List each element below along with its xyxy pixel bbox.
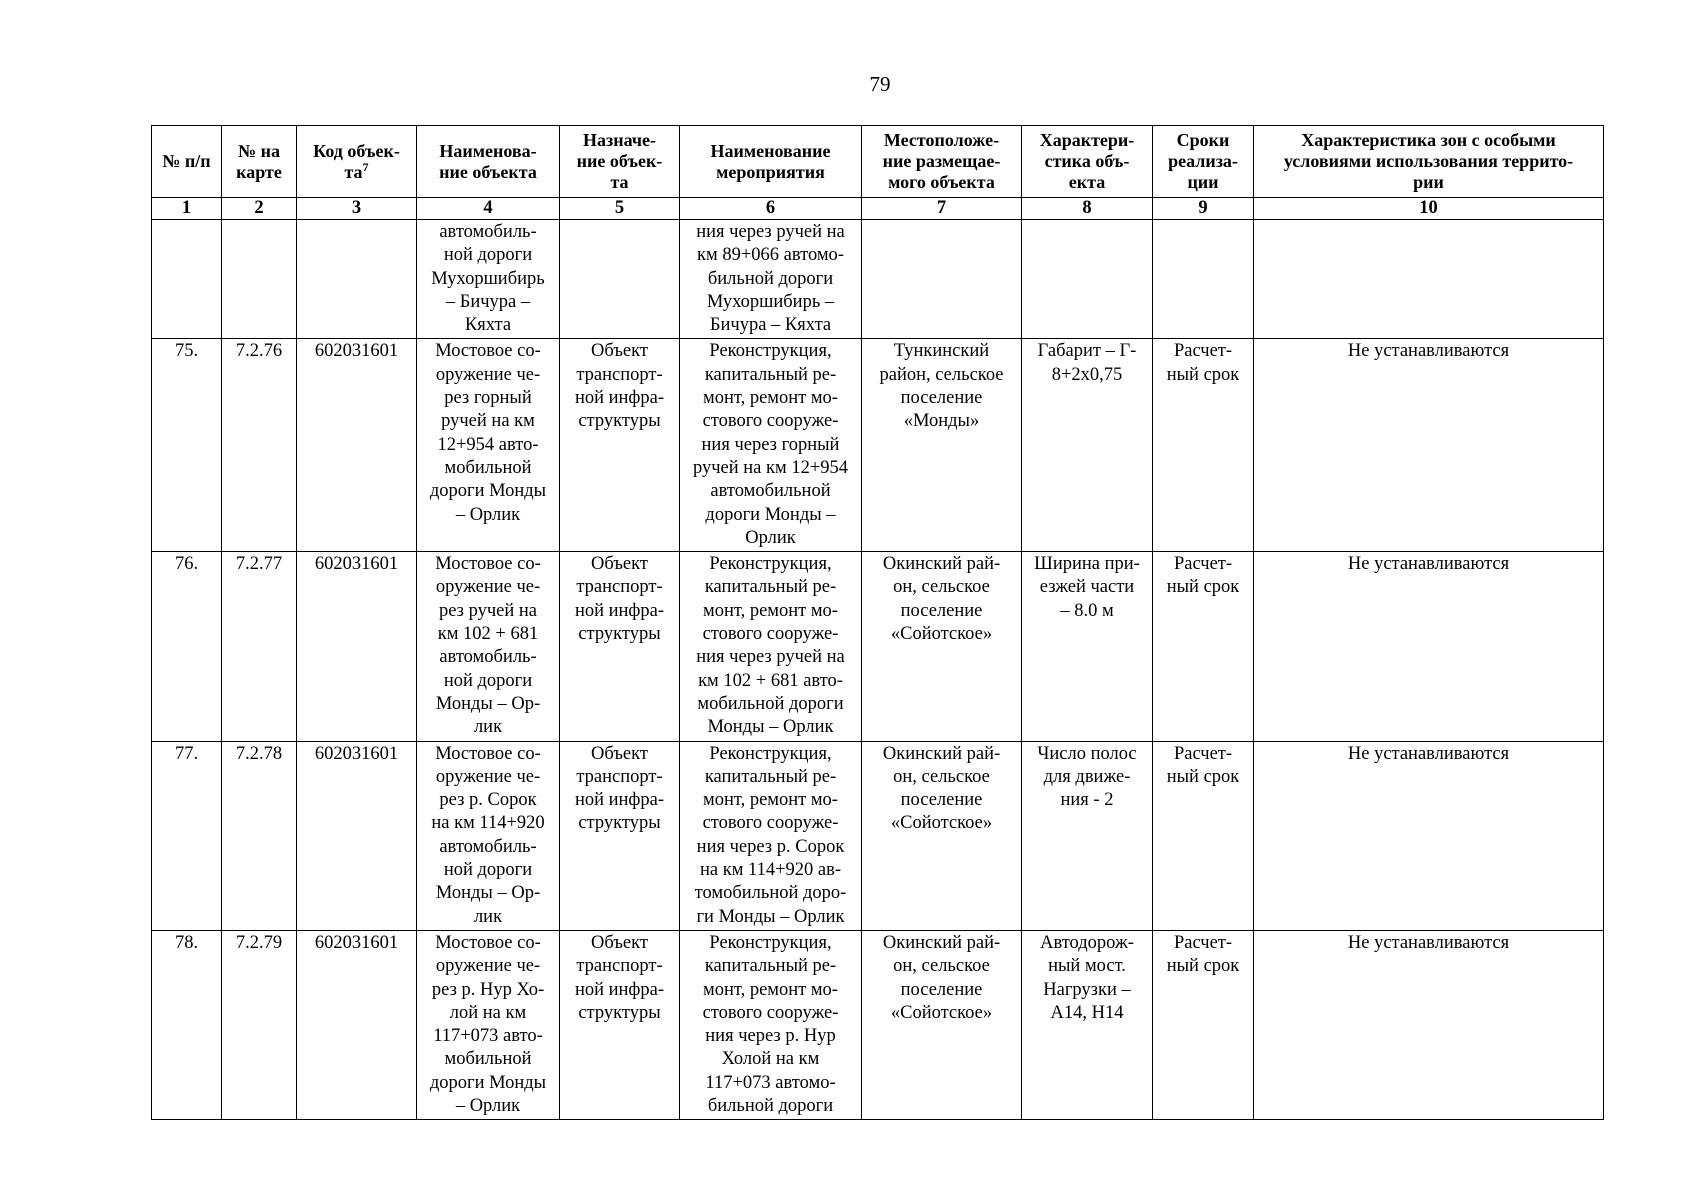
column-number: 10 <box>1254 198 1604 220</box>
header-cell: № на карте <box>222 126 297 198</box>
table-row <box>152 339 1604 552</box>
page-number: 79 <box>869 72 891 96</box>
column-number: 9 <box>1153 198 1254 220</box>
zones-cell <box>1254 220 1604 339</box>
num-cell: 78. <box>152 930 222 1119</box>
column-number: 4 <box>417 198 560 220</box>
term-cell: Расчет- ный срок <box>1153 741 1254 930</box>
name-cell: Мостовое со- оружение че- рез р. Нур Хо- лой на км 117+073 авто- мобильной дороги Монды – Орлик <box>417 930 560 1119</box>
header-cell: № п/п <box>152 126 222 198</box>
characteristic-cell: Ширина при- езжей части – 8.0 м <box>1022 552 1153 741</box>
map-no-cell: 7.2.77 <box>222 552 297 741</box>
column-number: 7 <box>862 198 1022 220</box>
code-cell: 602031601 <box>297 741 417 930</box>
location-cell: Тункинский район, сельское поселение «Монды» <box>862 339 1022 552</box>
measure-cell: Реконструкция, капитальный ре- монт, ремонт мо- стового сооруже- ния через ручей на км 102 + 681 авто- мобильной дороги Монды – Орлик <box>680 552 862 741</box>
header-cell: Код объек- $та^7$ <box>297 126 417 198</box>
column-number: 8 <box>1022 198 1153 220</box>
location-cell <box>862 220 1022 339</box>
code-cell: 602031601 <box>297 930 417 1119</box>
characteristic-cell: Число полос для движе- ния - 2 <box>1022 741 1153 930</box>
name-cell: Мостовое со- оружение че- рез горный ручей на км 12+954 авто- мобильной дороги Монды – Орлик <box>417 339 560 552</box>
table-row <box>152 552 1604 741</box>
zones-cell: Не устанавливаются <box>1254 741 1604 930</box>
term-cell: Расчет- ный срок <box>1153 930 1254 1119</box>
header-cell: Характери- стика объ- екта <box>1022 126 1153 198</box>
table-row <box>152 930 1604 1119</box>
name-cell: Мостовое со- оружение че- рез р. Сорок на км 114+920 автомобиль- ной дороги Монды – Ор- лик <box>417 741 560 930</box>
term-cell <box>1153 220 1254 339</box>
characteristic-cell: Автодорож- ный мост. Нагрузки – А14, Н14 <box>1022 930 1153 1119</box>
purpose-cell: Объект транспорт- ной инфра- структуры <box>560 741 680 930</box>
name-cell: автомобиль- ной дороги Мухоршибирь – Бичура – Кяхта <box>417 220 560 339</box>
map-no-cell: 7.2.78 <box>222 741 297 930</box>
num-cell: 76. <box>152 552 222 741</box>
header-cell: Наименование мероприятия <box>680 126 862 198</box>
num-cell: 75. <box>152 339 222 552</box>
column-number: 1 <box>152 198 222 220</box>
code-cell: 602031601 <box>297 339 417 552</box>
measure-cell: Реконструкция, капитальный ре- монт, ремонт мо- стового сооруже- ния через горный ручей на км 12+954 автомобильной дороги Монды – Орлик <box>680 339 862 552</box>
table-row-continuation <box>152 220 1604 339</box>
header-cell: Назначе- ние объек- та <box>560 126 680 198</box>
location-cell: Окинский рай- он, сельское поселение «Сойотское» <box>862 930 1022 1119</box>
characteristic-cell <box>1022 220 1153 339</box>
column-number: 3 <box>297 198 417 220</box>
zones-cell: Не устанавливаются <box>1254 552 1604 741</box>
code-cell: 602031601 <box>297 552 417 741</box>
purpose-cell: Объект транспорт- ной инфра- структуры <box>560 930 680 1119</box>
location-cell: Окинский рай- он, сельское поселение «Сойотское» <box>862 741 1022 930</box>
purpose-cell: Объект транспорт- ной инфра- структуры <box>560 552 680 741</box>
location-cell: Окинский рай- он, сельское поселение «Сойотское» <box>862 552 1022 741</box>
zones-cell: Не устанавливаются <box>1254 930 1604 1119</box>
column-number: 6 <box>680 198 862 220</box>
table-row <box>152 741 1604 930</box>
map-no-cell: 7.2.76 <box>222 339 297 552</box>
header-row <box>152 126 1604 198</box>
header-cell: Характеристика зон с особыми условиями использования террито- рии <box>1254 126 1604 198</box>
num-cell <box>152 220 222 339</box>
measure-cell: Реконструкция, капитальный ре- монт, ремонт мо- стового сооруже- ния через р. Нур Холой на км 117+073 автомо- бильной дороги <box>680 930 862 1119</box>
name-cell: Мостовое со- оружение че- рез ручей на км 102 + 681 автомобиль- ной дороги Монды – Ор- лик <box>417 552 560 741</box>
zones-cell: Не устанавливаются <box>1254 339 1604 552</box>
header-cell: Сроки реализа- ции <box>1153 126 1254 198</box>
num-cell: 77. <box>152 741 222 930</box>
map-no-cell: 7.2.79 <box>222 930 297 1119</box>
column-number-row <box>152 198 1604 220</box>
purpose-cell <box>560 220 680 339</box>
header-cell: Местоположе- ние размещае- мого объекта <box>862 126 1022 198</box>
objects-table <box>151 125 1604 1120</box>
column-number: 2 <box>222 198 297 220</box>
footnote-mark: 7 <box>362 159 369 174</box>
measure-cell: Реконструкция, капитальный ре- монт, ремонт мо- стового сооруже- ния через р. Сорок на км 114+920 ав- томобильной доро- ги Монды – Орлик <box>680 741 862 930</box>
measure-cell: ния через ручей на км 89+066 автомо- бильной дороги Мухоршибирь – Бичура – Кяхта <box>680 220 862 339</box>
characteristic-cell: Габарит – Г- 8+2х0,75 <box>1022 339 1153 552</box>
map-no-cell <box>222 220 297 339</box>
code-cell <box>297 220 417 339</box>
term-cell: Расчет- ный срок <box>1153 339 1254 552</box>
purpose-cell: Объект транспорт- ной инфра- структуры <box>560 339 680 552</box>
column-number: 5 <box>560 198 680 220</box>
header-cell: Наименова- ние объекта <box>417 126 560 198</box>
term-cell: Расчет- ный срок <box>1153 552 1254 741</box>
